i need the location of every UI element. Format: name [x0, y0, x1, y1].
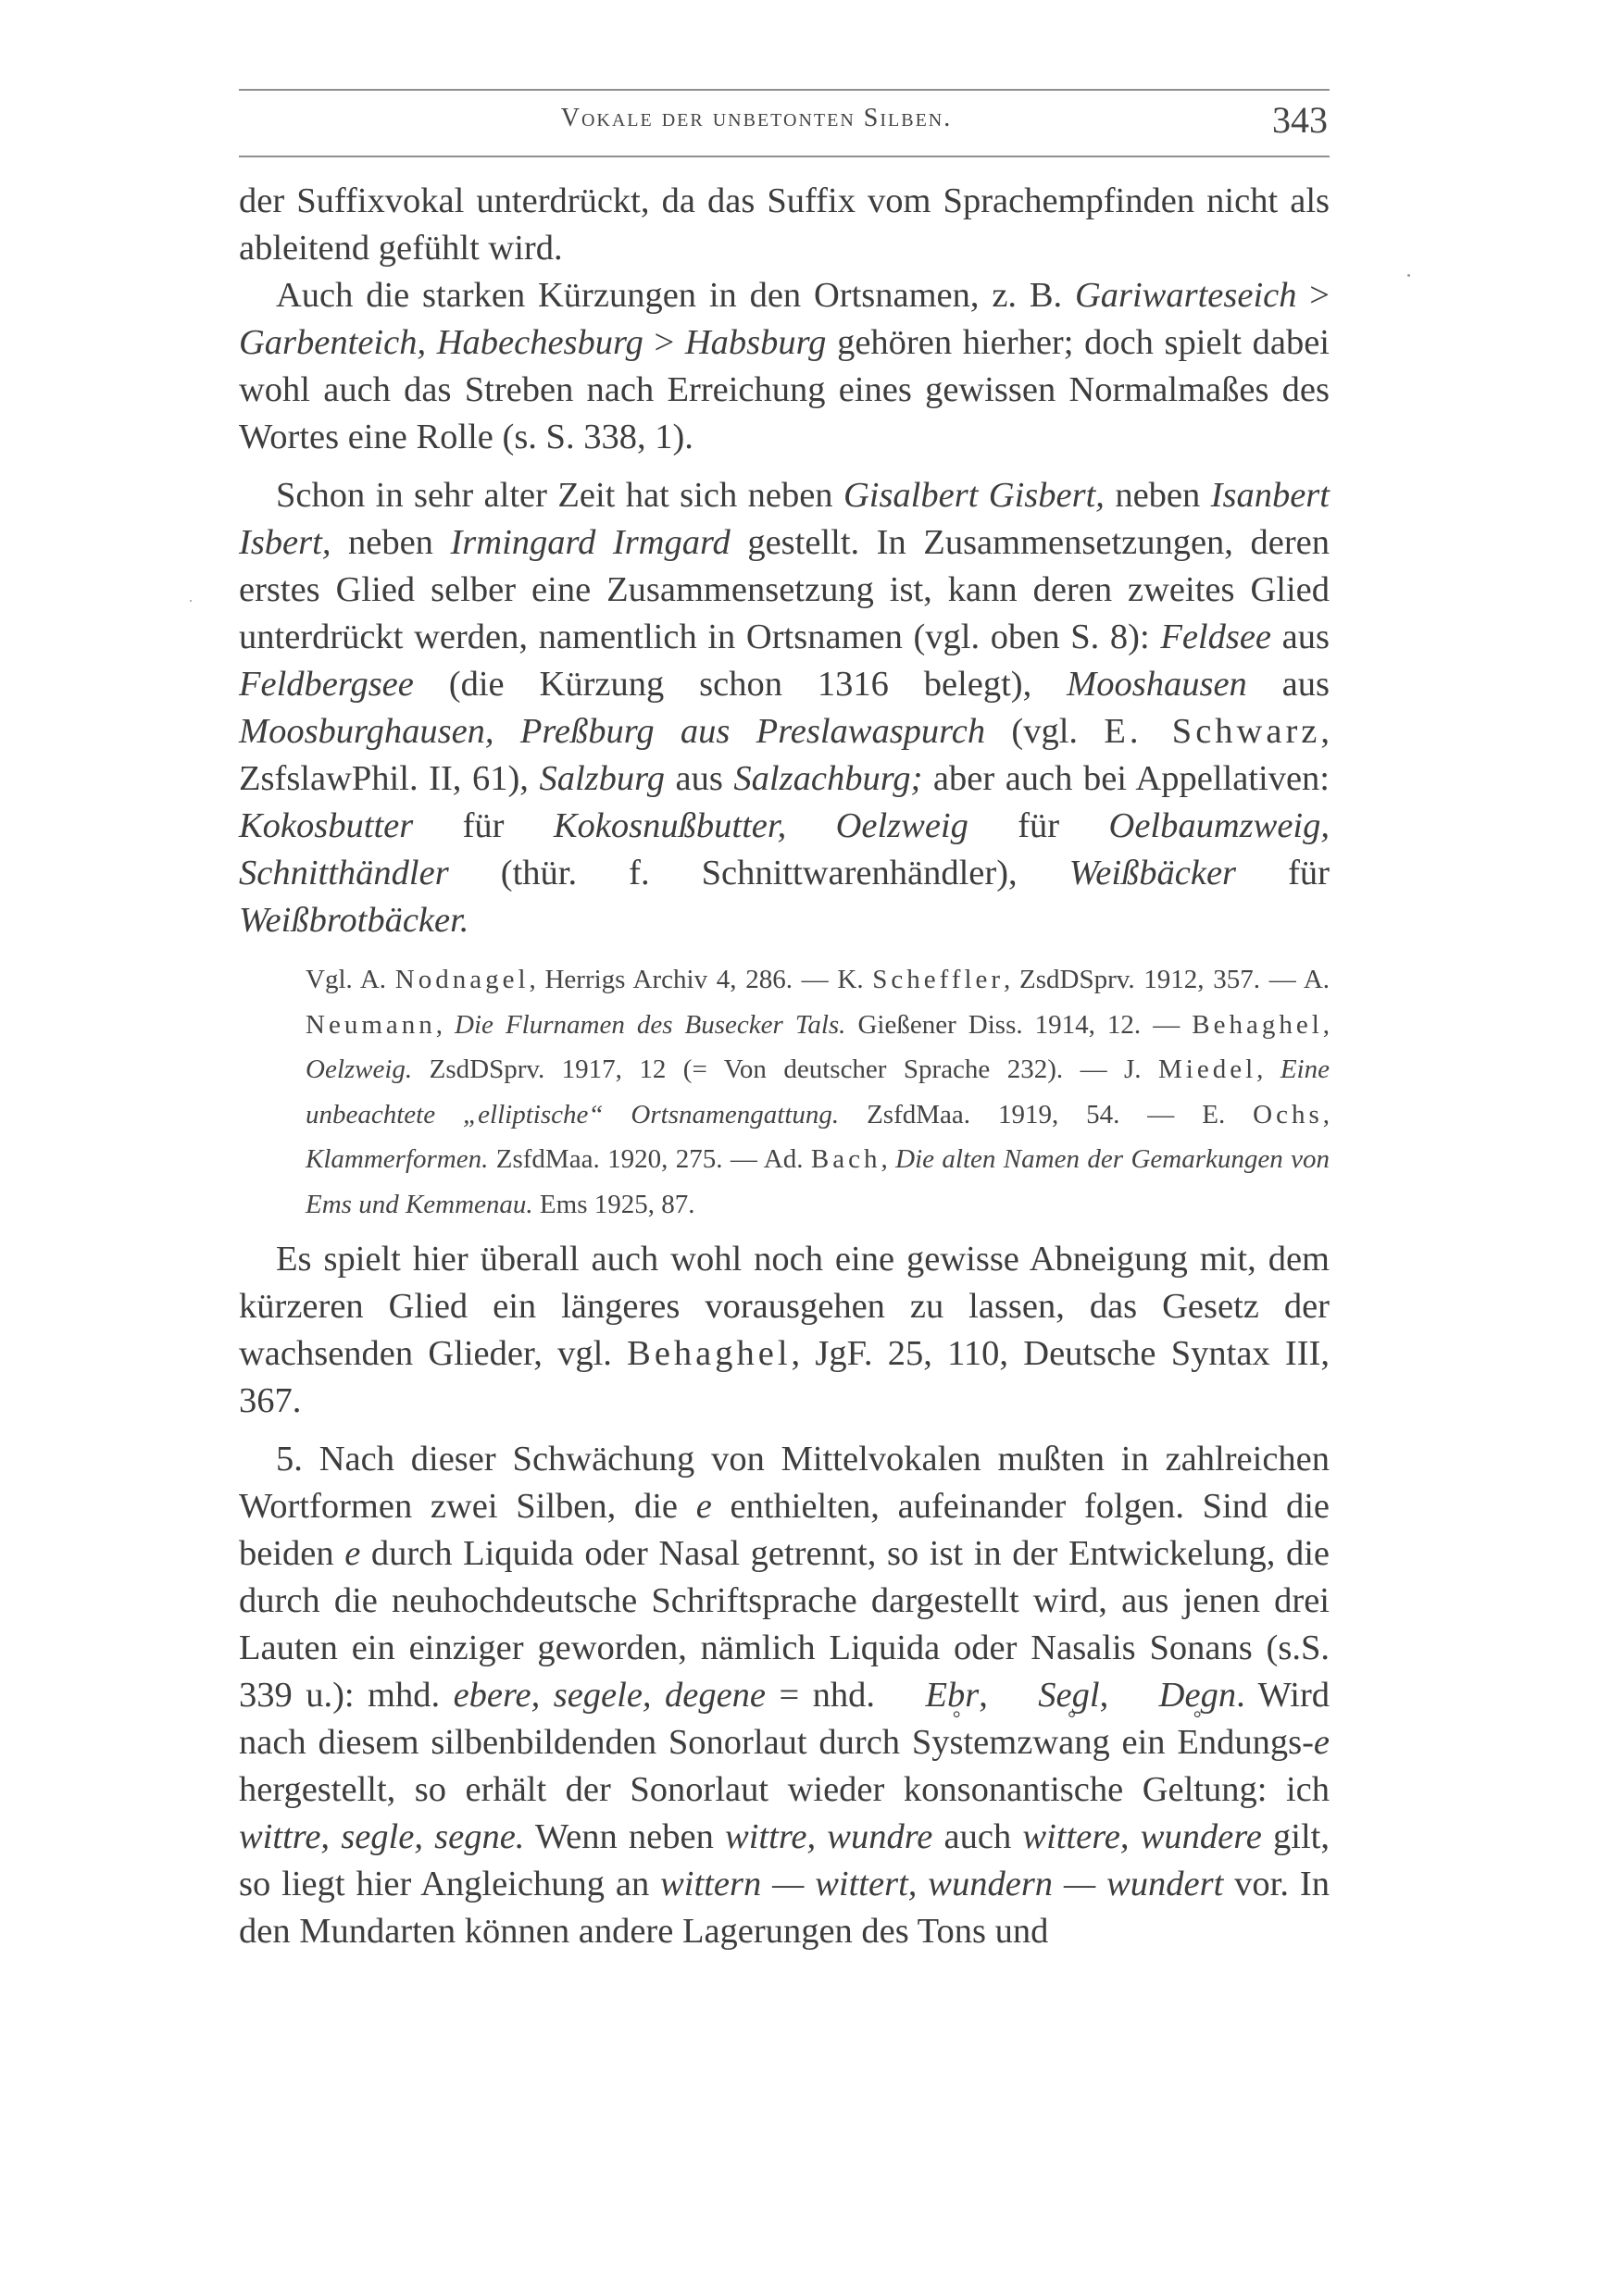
- text-run: Wenn neben: [524, 1817, 726, 1856]
- italic-term: ebere, segele, degene: [453, 1676, 767, 1715]
- author-name: Scheffler: [872, 965, 1005, 994]
- running-head: [239, 91, 1330, 156]
- text-run: aus: [664, 759, 734, 798]
- italic-term: Die alten Namen der Gemarkungen von Ems und Kemmenau.: [306, 1144, 1330, 1219]
- italic-term: e: [695, 1487, 712, 1526]
- text-run: = nhd.: [766, 1676, 889, 1715]
- text-run: ZsfdMaa. 1919, 54. — E.: [839, 1099, 1254, 1129]
- italic-term: Segl °: [1001, 1672, 1099, 1719]
- text-run: gestellt. In Zusammensetzungen, deren erstes Glied selber eine Zusammensetzung ist, kann deren zweites Glied unterdrückt werden, namentlich in Ortsnamen (vgl. oben S. 8):: [239, 523, 1330, 656]
- italic-term: Die Flurnamen des Busecker Tals.: [455, 1009, 846, 1040]
- scan-speck: [190, 600, 192, 602]
- author-name: Nodnagel: [394, 965, 530, 994]
- running-head-title: Vokale der unbetonten Silben.: [560, 104, 953, 132]
- italic-term: Eine unbeachtete „elliptische“ Ortsnamengattung.: [306, 1054, 1330, 1129]
- text-run: gehören hierher; doch spielt dabei wohl auch das Streben nach Erreichung eines gewissen Normalmaßes des Wortes eine Rolle (s. S. 338, 1).: [239, 323, 1330, 456]
- author-name: Behaghel: [1192, 1009, 1323, 1040]
- italic-term: Feldbergsee: [239, 665, 414, 704]
- text-run: , ZsfslawPhil. II, 61),: [239, 712, 1330, 798]
- italic-term: Feldsee: [1160, 618, 1272, 656]
- text-run: ,: [435, 1009, 456, 1040]
- italic-term: Irmingard Irmgard: [450, 523, 731, 562]
- text-run: auch: [932, 1817, 1023, 1856]
- italic-term: Salzachburg;: [733, 759, 923, 798]
- text-run: durch Liquida oder Nasal getrennt, so ist in der Entwickelung, die durch die neuhochdeutsche Schriftsprache dargestellt wird, aus jenen drei Lauten ein einziger geworden, nämlich Liquida oder Nasalis Sonans (s.S. 339 u.): mhd.: [239, 1534, 1330, 1715]
- text-run: vor. In den Mundarten können andere Lagerungen des Tons und: [239, 1865, 1330, 1951]
- text-run: , JgF. 25, 110, Deutsche Syntax III, 367.: [239, 1334, 1330, 1420]
- italic-term: wittre, wundre: [725, 1817, 933, 1856]
- italic-term: Klammerformen.: [306, 1144, 489, 1174]
- italic-term: Weißbrotbäcker.: [239, 901, 469, 940]
- text-run: ,: [1322, 1009, 1330, 1040]
- text-run: ZsdDSprv. 1917, 12 (= Von deutscher Sprache 232). — J.: [412, 1054, 1158, 1084]
- author-name: E. Schwarz: [1104, 712, 1321, 751]
- text-run: ,: [1322, 1099, 1330, 1129]
- italic-term: Kokosbutter: [239, 806, 414, 845]
- text-run: für: [1236, 854, 1330, 892]
- italic-term: wittern — wittert, wundern — wundert: [660, 1865, 1224, 1903]
- note-text: [306, 957, 1330, 1227]
- text-run: neben: [331, 523, 451, 562]
- text-run: , Herrigs Archiv 4, 286. — K.: [529, 965, 873, 994]
- text-run: Es spielt hier überall auch wohl noch eine gewisse Abneigung mit, dem kürzeren Glied ein längeres vorausgehen zu lassen, das Gesetz der wachsenden Glieder, vgl.: [239, 1240, 1330, 1373]
- text-run: Schon in sehr alter Zeit hat sich neben: [276, 476, 843, 515]
- paragraph: [239, 1236, 1330, 1425]
- text-run: >: [643, 323, 685, 362]
- text-run: Auch die starken Kürzungen in den Ortsnamen, z. B.: [276, 276, 1075, 315]
- italic-term: Gisalbert Gisbert,: [843, 476, 1105, 515]
- author-name: Neumann: [306, 1009, 436, 1040]
- italic-term: e: [1313, 1723, 1330, 1762]
- text-run: Ems 1925, 87.: [532, 1189, 695, 1219]
- text-run: ,: [1099, 1676, 1122, 1715]
- text-run: 5. Nach dieser Schwächung von Mittelvokalen mußten in zahlreichen Wortformen zwei Silben, die: [239, 1440, 1330, 1526]
- italic-term: Weißbäcker: [1068, 854, 1237, 892]
- author-name: Ochs: [1253, 1099, 1323, 1129]
- italic-term: Habsburg: [684, 323, 827, 362]
- text-run: (die Kürzung schon 1316 belegt),: [413, 665, 1068, 704]
- author-name: Bach: [810, 1144, 881, 1174]
- text-run: >: [1296, 276, 1330, 315]
- author-name: Behaghel: [627, 1334, 792, 1373]
- text-run: neben: [1104, 476, 1211, 515]
- text-run: aus: [1271, 618, 1330, 656]
- italic-term: Mooshausen: [1067, 665, 1247, 704]
- italic-term: Gariwarteseich: [1074, 276, 1297, 315]
- author-name: Miedel: [1158, 1054, 1257, 1084]
- text-run: enthielten, aufeinander folgen. Sind die beiden: [239, 1487, 1330, 1573]
- italic-term: Salzburg: [539, 759, 665, 798]
- italic-term: Kokosnußbutter, Oelzweig: [553, 806, 968, 845]
- italic-term: Moosburghausen, Preßburg aus Preslawaspurch: [239, 712, 986, 751]
- paragraph: [239, 272, 1330, 461]
- text-run: Gießener Diss. 1914, 12. —: [845, 1009, 1193, 1040]
- paragraph: [239, 472, 1330, 944]
- text-run: aber auch bei Appellativen:: [922, 759, 1330, 798]
- body-text: [239, 178, 1330, 1955]
- text-run: hergestellt, so erhält der Sonorlaut wieder konsonantische Geltung: ich: [239, 1770, 1330, 1809]
- text-run: aus: [1246, 665, 1330, 704]
- italic-term: Garbenteich, Habechesburg: [239, 323, 643, 362]
- text-run: Vgl. A.: [306, 965, 395, 994]
- text-run: ,: [881, 1144, 896, 1174]
- text-run: (vgl.: [985, 712, 1105, 751]
- text-run: . Wird nach diesem silbenbildenden Sonorlaut durch Systemzwang ein Endungs-: [239, 1676, 1330, 1762]
- text-run: für: [968, 806, 1109, 845]
- scan-speck: [1407, 274, 1410, 277]
- bibliographic-note: [306, 957, 1330, 1227]
- italic-term: wittre, segle, segne.: [239, 1817, 525, 1856]
- italic-term: Ebr °: [888, 1672, 979, 1719]
- text-run: , ZsdDSprv. 1912, 357. — A.: [1004, 965, 1330, 994]
- italic-term: Oelbaumzweig, Schnitthändler: [239, 806, 1330, 892]
- paragraph: [239, 178, 1330, 272]
- text-run: ZsfdMaa. 1920, 275. — Ad.: [488, 1144, 811, 1174]
- text-run: der Suffixvokal unterdrückt, da das Suffix vom Sprachempfinden nicht als ableitend gefühlt wird.: [239, 181, 1330, 268]
- italic-term: Oelzweig.: [306, 1054, 413, 1084]
- text-run: für: [413, 806, 554, 845]
- book-page: [239, 89, 1330, 1955]
- text-run: ,: [979, 1676, 1002, 1715]
- text-run: (thür. f. Schnittwarenhändler),: [448, 854, 1069, 892]
- text-run: ,: [1256, 1054, 1280, 1084]
- italic-term: Isanbert Isbert,: [239, 476, 1330, 562]
- paragraph-numbered-5: [239, 1436, 1330, 1955]
- text-run: gilt, so liegt hier Angleichung an: [239, 1817, 1330, 1903]
- italic-term: wittere, wundere: [1022, 1817, 1262, 1856]
- italic-term: Degn °: [1122, 1672, 1236, 1719]
- italic-term: e: [344, 1534, 361, 1573]
- page-number: 343: [1272, 99, 1328, 141]
- header-rule-bottom: [239, 156, 1330, 157]
